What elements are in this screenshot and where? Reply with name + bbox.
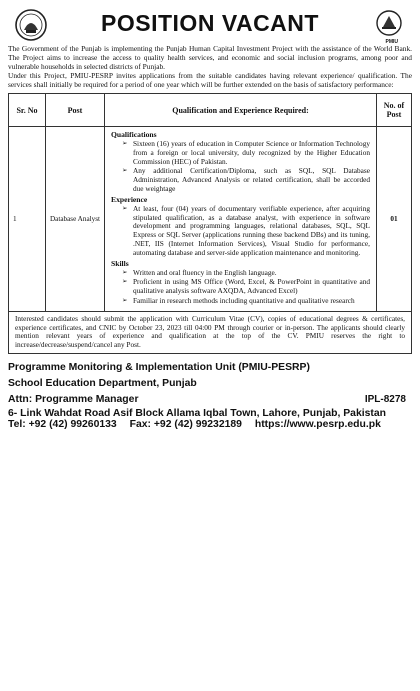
- attn-text: Attn: Programme Manager: [8, 393, 139, 405]
- list-item: ➢ Any additional Certification/Diploma, such as SQL, SQL Database Administration, Advanced Analysis or related certification, shall be accorded due weightage: [133, 167, 370, 193]
- skills-heading: Skills: [111, 258, 129, 268]
- unit-name: Programme Monitoring & Implementation Unit (PMIU-PESRP): [8, 361, 310, 373]
- qualifications-heading: Qualifications: [111, 130, 157, 139]
- fax: Fax: +92 (42) 99232189: [129, 418, 242, 430]
- row-post: Database Analyst: [46, 127, 105, 312]
- row-qualification: [105, 127, 377, 312]
- department-name: School Education Department, Punjab: [8, 377, 197, 389]
- intro-text: [8, 44, 412, 89]
- qualifications-list: [111, 140, 370, 194]
- street-address: 6- Link Wahdat Road Asif Block Allama Iqbal Town, Lahore, Punjab, Pakistan: [8, 407, 386, 419]
- attention-line: [8, 392, 412, 408]
- row-no-of-post: 01: [377, 127, 412, 312]
- contact-address: [8, 360, 412, 430]
- header-sr-no: Sr. No: [9, 94, 46, 127]
- list-item: ➢ Proficient in using MS Office (Word, Excel, & PowerPoint in quantitative and qualitative analysis software AXQDA, Advanced Excel): [133, 278, 370, 296]
- intro-paragraph-1: The Government of the Punjab is implementing the Punjab Human Capital Investment Project with the assistance of the World Bank. The Project aims to increase the access to quality health services, and economic and social inclusion programs, among poor and vulnerable households in selected districts of Punjab.: [8, 44, 412, 71]
- ipl-number: IPL-8278: [364, 393, 406, 405]
- website-link[interactable]: https://www.pesrp.edu.pk: [254, 418, 381, 430]
- page-title: POSITION VACANT: [101, 10, 319, 36]
- header-no-of-post: No. of Post: [377, 94, 412, 127]
- table-row: [9, 127, 412, 312]
- list-item: ➢ At least, four (04) years of documentary verifiable experience, after acquiring stipulated qualification, as a database analyst, with experience in software development and programming languages, relational databases, SQL, SQL Express or SQL Server (applications running these backend DBs) and its tuning, .NET, IIS (Internet Information Services), Visual Studio for performance, automating database and server-side application maintenance and monitoring.: [133, 205, 370, 258]
- pmiu-logo-caption: PMIU: [385, 39, 398, 45]
- header-post: Post: [46, 94, 105, 127]
- table-header-row: [9, 94, 412, 127]
- header-qualification: Qualification and Experience Required:: [105, 94, 377, 127]
- experience-list: [111, 205, 370, 258]
- list-item: ➢ Sixteen (16) years of education in Computer Science or Information Technology from a foreign or local university, duly recognized by the Higher Education Commission (HEC) of Pakistan.: [133, 140, 370, 166]
- list-item: ➢ Written and oral fluency in the English language.: [133, 269, 370, 278]
- positions-table: [8, 93, 412, 312]
- telephone: Tel: +92 (42) 99260133: [8, 418, 117, 430]
- phone-fax-web: [8, 419, 412, 430]
- row-sr-no: 1: [9, 127, 46, 312]
- experience-heading: Experience: [111, 194, 148, 204]
- skills-list: [111, 269, 370, 306]
- pmiu-logo: [372, 8, 406, 42]
- list-item: ➢ Familiar in research methods including quantitative and qualitative research: [133, 297, 370, 306]
- application-instructions: Interested candidates should submit the application with Curriculum Vitae (CV), copies of educational degrees & certificates, experience certificates, and CNIC by October 23, 2023 till 04:00 PM through courier or in-person. The applicants should clearly mention relevant years of experience and qualification at the top of the CV. PMIU reserves the right to increase/decrease/suspend/cancel any Post.: [8, 312, 412, 354]
- intro-paragraph-2: Under this Project, PMIU-PESRP invites applications from the suitable candidates having relevant experience/ qualification. The services shall initially be required for a period of one year which will be further extended on the basis of satisfactory performance:: [8, 71, 412, 89]
- header: [8, 6, 412, 44]
